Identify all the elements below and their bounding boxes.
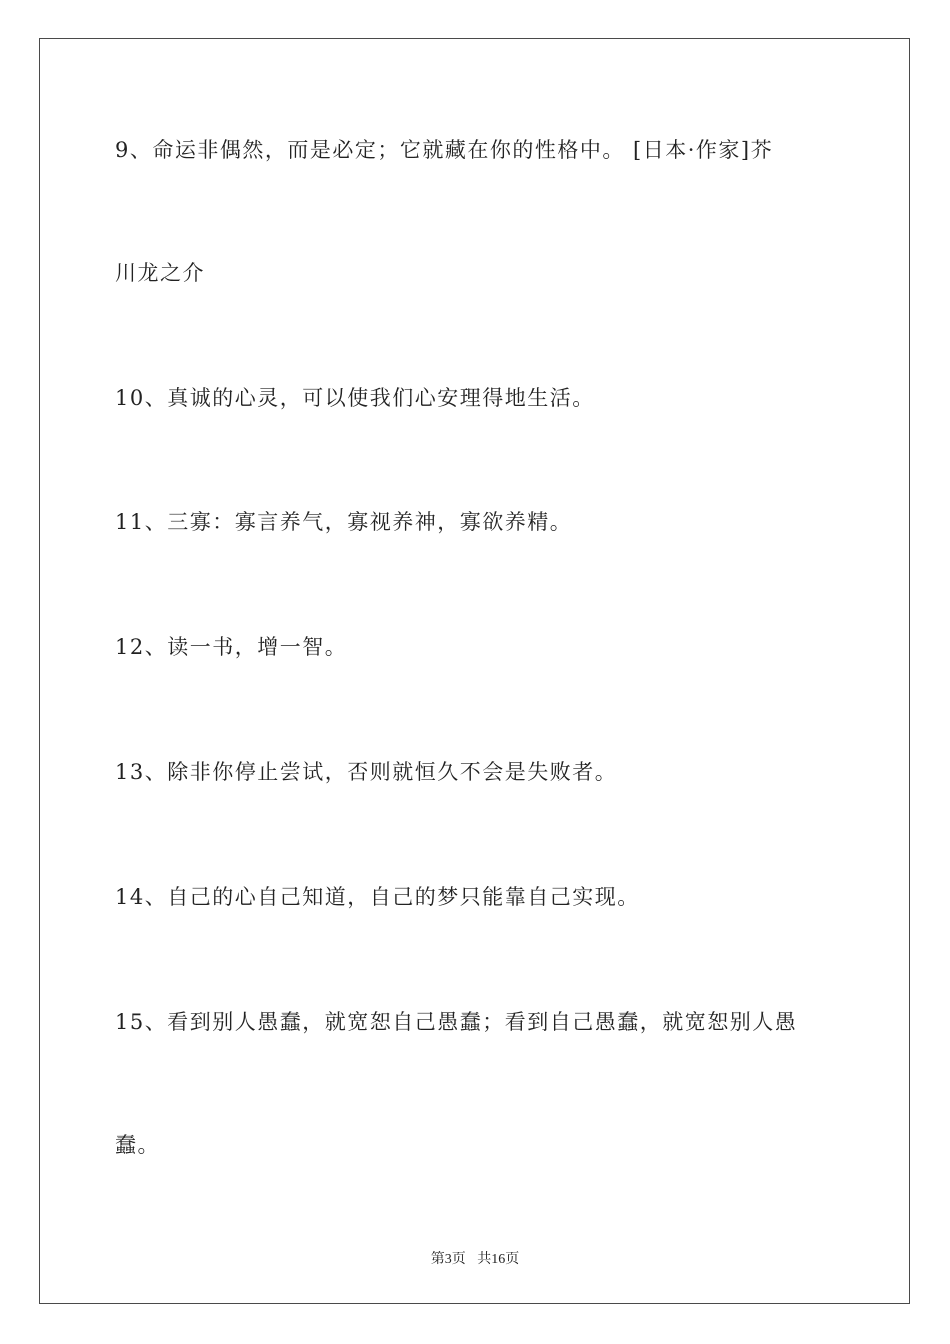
page-footer — [0, 1248, 950, 1268]
text-line: 9、命运非偶然，而是必定；它就藏在你的性格中。 [日本·作家]芥 — [115, 138, 774, 162]
text-line: 12、读一书，增一智。 — [115, 635, 348, 659]
text-line: 蠢。 — [115, 1133, 160, 1157]
page-number: 第3页 — [430, 1252, 466, 1267]
text-line: 13、除非你停止尝试，否则就恒久不会是失败者。 — [115, 760, 618, 784]
text-line: 川龙之介 — [115, 261, 205, 285]
page-frame — [39, 38, 910, 1304]
text-line: 11、三寡：寡言养气，寡视养神，寡欲养精。 — [115, 510, 573, 534]
text-line: 10、真诚的心灵，可以使我们心安理得地生活。 — [115, 386, 595, 410]
text-line: 14、自己的心自己知道，自己的梦只能靠自己实现。 — [115, 885, 640, 909]
text-line: 15、看到别人愚蠢，就宽恕自己愚蠢；看到自己愚蠢，就宽恕别人愚 — [115, 1010, 798, 1034]
page-total: 共16页 — [477, 1252, 520, 1267]
